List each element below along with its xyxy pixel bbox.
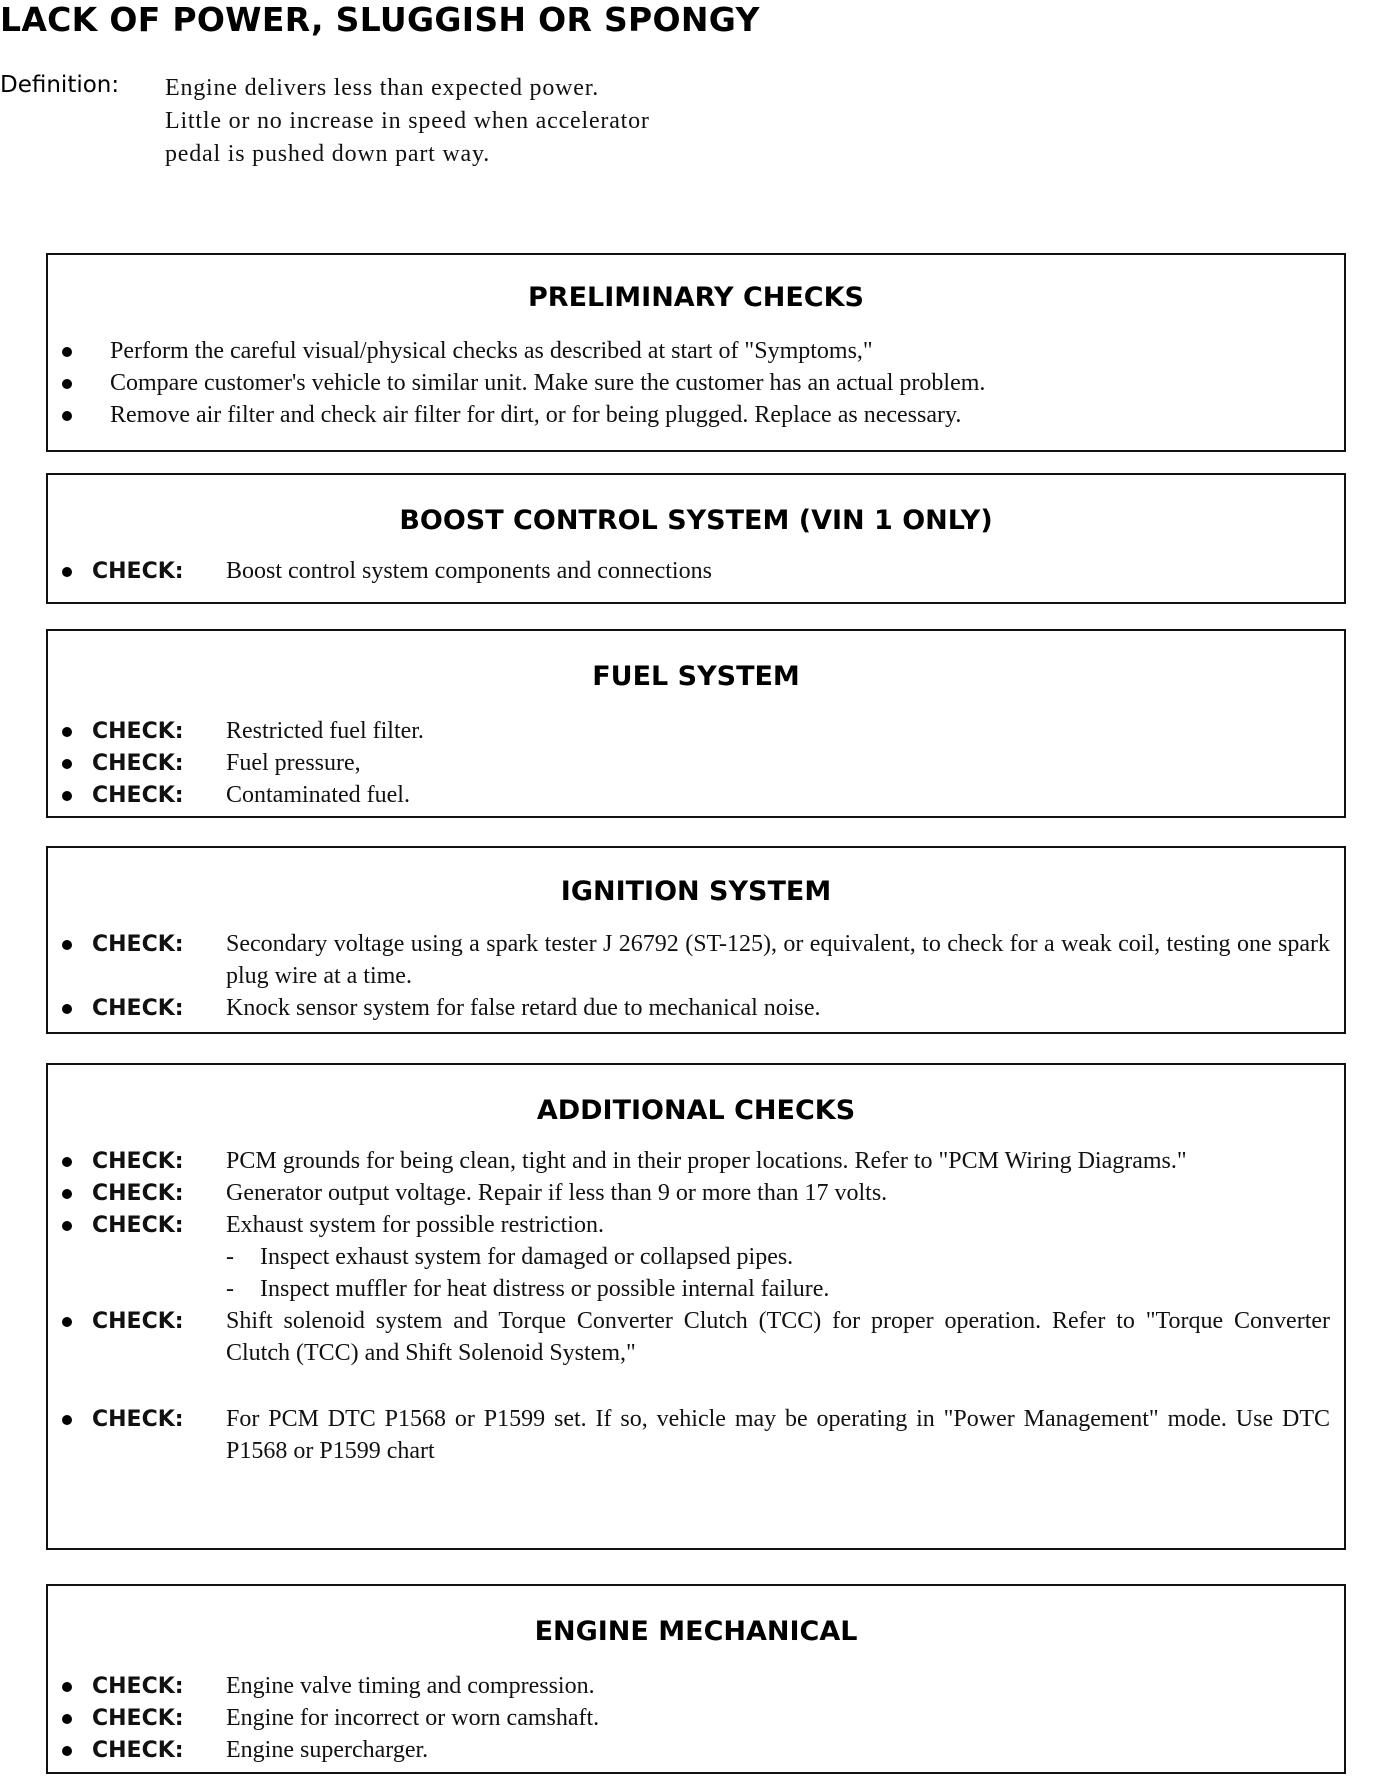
- bullet-icon: [62, 1714, 72, 1724]
- check-label: CHECK:: [92, 1213, 184, 1238]
- bullet-icon: [62, 1415, 72, 1425]
- check-label: CHECK:: [92, 1181, 184, 1206]
- engine-mechanical-title: ENGINE MECHANICAL: [534, 1616, 858, 1647]
- bullet-icon: [62, 727, 72, 737]
- check-label: CHECK:: [92, 1309, 184, 1334]
- check-label: CHECK:: [92, 1674, 184, 1699]
- bullet-icon: [62, 1317, 72, 1327]
- bullet-icon: [62, 1221, 72, 1231]
- definition-label: Definition:: [0, 72, 120, 98]
- bullet-icon: [62, 1746, 72, 1756]
- bullet-icon: [62, 940, 72, 950]
- check-item: CHECK: PCM grounds for being clean, tight and in their proper locations. Refer to "PCM Wiring Diagrams.": [48, 1145, 1330, 1177]
- check-item: CHECK: Shift solenoid system and Torque Converter Clutch (TCC) for proper operation. Refer to "Torque Converter Clutch (TCC) and Shift Solenoid System,": [48, 1305, 1330, 1369]
- sub-item: - Inspect muffler for heat distress or possible internal failure.: [226, 1276, 830, 1302]
- fuel-system-title: FUEL SYSTEM: [592, 661, 800, 692]
- bullet-icon: [62, 759, 72, 769]
- bullet-icon: [62, 567, 72, 577]
- check-item: CHECK: Engine for incorrect or worn camshaft.: [48, 1702, 1330, 1734]
- check-item: CHECK: Generator output voltage. Repair if less than 9 or more than 17 volts.: [48, 1177, 1330, 1209]
- bullet-icon: [62, 1682, 72, 1692]
- fuel-system-box: [46, 629, 1346, 818]
- check-label: CHECK:: [92, 1738, 184, 1763]
- check-item: CHECK: Exhaust system for possible restriction. - Inspect exhaust system for damaged or collapsed pipes. - Inspect muffler for heat distress or possible internal failure.: [48, 1209, 1330, 1305]
- list-item: Perform the careful visual/physical checks as described at start of "Symptoms,": [48, 335, 1330, 367]
- check-label: CHECK:: [92, 932, 184, 957]
- engine-mechanical-box: [46, 1584, 1346, 1774]
- check-label: CHECK:: [92, 996, 184, 1021]
- boost-control-title: BOOST CONTROL SYSTEM (VIN 1 ONLY): [399, 505, 993, 536]
- definition-line: Little or no increase in speed when accelerator: [165, 108, 650, 134]
- list-item: Remove air filter and check air filter for dirt, or for being plugged. Replace as necessary.: [48, 399, 1330, 431]
- check-label: CHECK:: [92, 719, 184, 744]
- bullet-icon: [62, 1157, 72, 1167]
- additional-checks-title: ADDITIONAL CHECKS: [536, 1095, 856, 1126]
- bullet-icon: [62, 1189, 72, 1199]
- preliminary-checks-box: [46, 253, 1346, 452]
- check-item: CHECK: Contaminated fuel.: [48, 779, 1330, 811]
- additional-checks-box: [46, 1063, 1346, 1550]
- page-title: LACK OF POWER, SLUGGISH OR SPONGY: [0, 0, 760, 39]
- ignition-system-box: [46, 846, 1346, 1034]
- check-label: CHECK:: [92, 1407, 184, 1432]
- definition-line: pedal is pushed down part way.: [165, 141, 491, 167]
- bullet-icon: [62, 791, 72, 801]
- bullet-icon: [62, 1004, 72, 1014]
- check-label: CHECK:: [92, 783, 184, 808]
- check-item: CHECK: Engine valve timing and compression.: [48, 1670, 1330, 1702]
- ignition-system-title: IGNITION SYSTEM: [560, 876, 832, 907]
- check-item: CHECK: Knock sensor system for false retard due to mechanical noise.: [48, 992, 1330, 1024]
- check-label: CHECK:: [92, 751, 184, 776]
- bullet-icon: [62, 379, 72, 389]
- check-label: CHECK:: [92, 559, 184, 584]
- check-item: CHECK: For PCM DTC P1568 or P1599 set. If so, vehicle may be operating in "Power Management" mode. Use DTC P1568 or P1599 chart: [48, 1403, 1330, 1467]
- definition-line: Engine delivers less than expected power.: [165, 75, 600, 101]
- check-item: CHECK: Boost control system components and connections: [48, 555, 1330, 587]
- bullet-icon: [62, 411, 72, 421]
- definition-text: [165, 72, 650, 171]
- sub-item: - Inspect exhaust system for damaged or collapsed pipes.: [226, 1244, 794, 1270]
- check-item: CHECK: Engine supercharger.: [48, 1734, 1330, 1766]
- boost-control-box: [46, 473, 1346, 604]
- bullet-icon: [62, 347, 72, 357]
- check-item: CHECK: Restricted fuel filter.: [48, 715, 1330, 747]
- check-label: CHECK:: [92, 1706, 184, 1731]
- check-item: CHECK: Fuel pressure,: [48, 747, 1330, 779]
- check-label: CHECK:: [92, 1149, 184, 1174]
- list-item: Compare customer's vehicle to similar unit. Make sure the customer has an actual problem.: [48, 367, 1330, 399]
- preliminary-checks-title: PRELIMINARY CHECKS: [528, 282, 864, 313]
- check-item: CHECK: Secondary voltage using a spark tester J 26792 (ST-125), or equivalent, to check for a weak coil, testing one spark plug wire at a time.: [48, 928, 1330, 992]
